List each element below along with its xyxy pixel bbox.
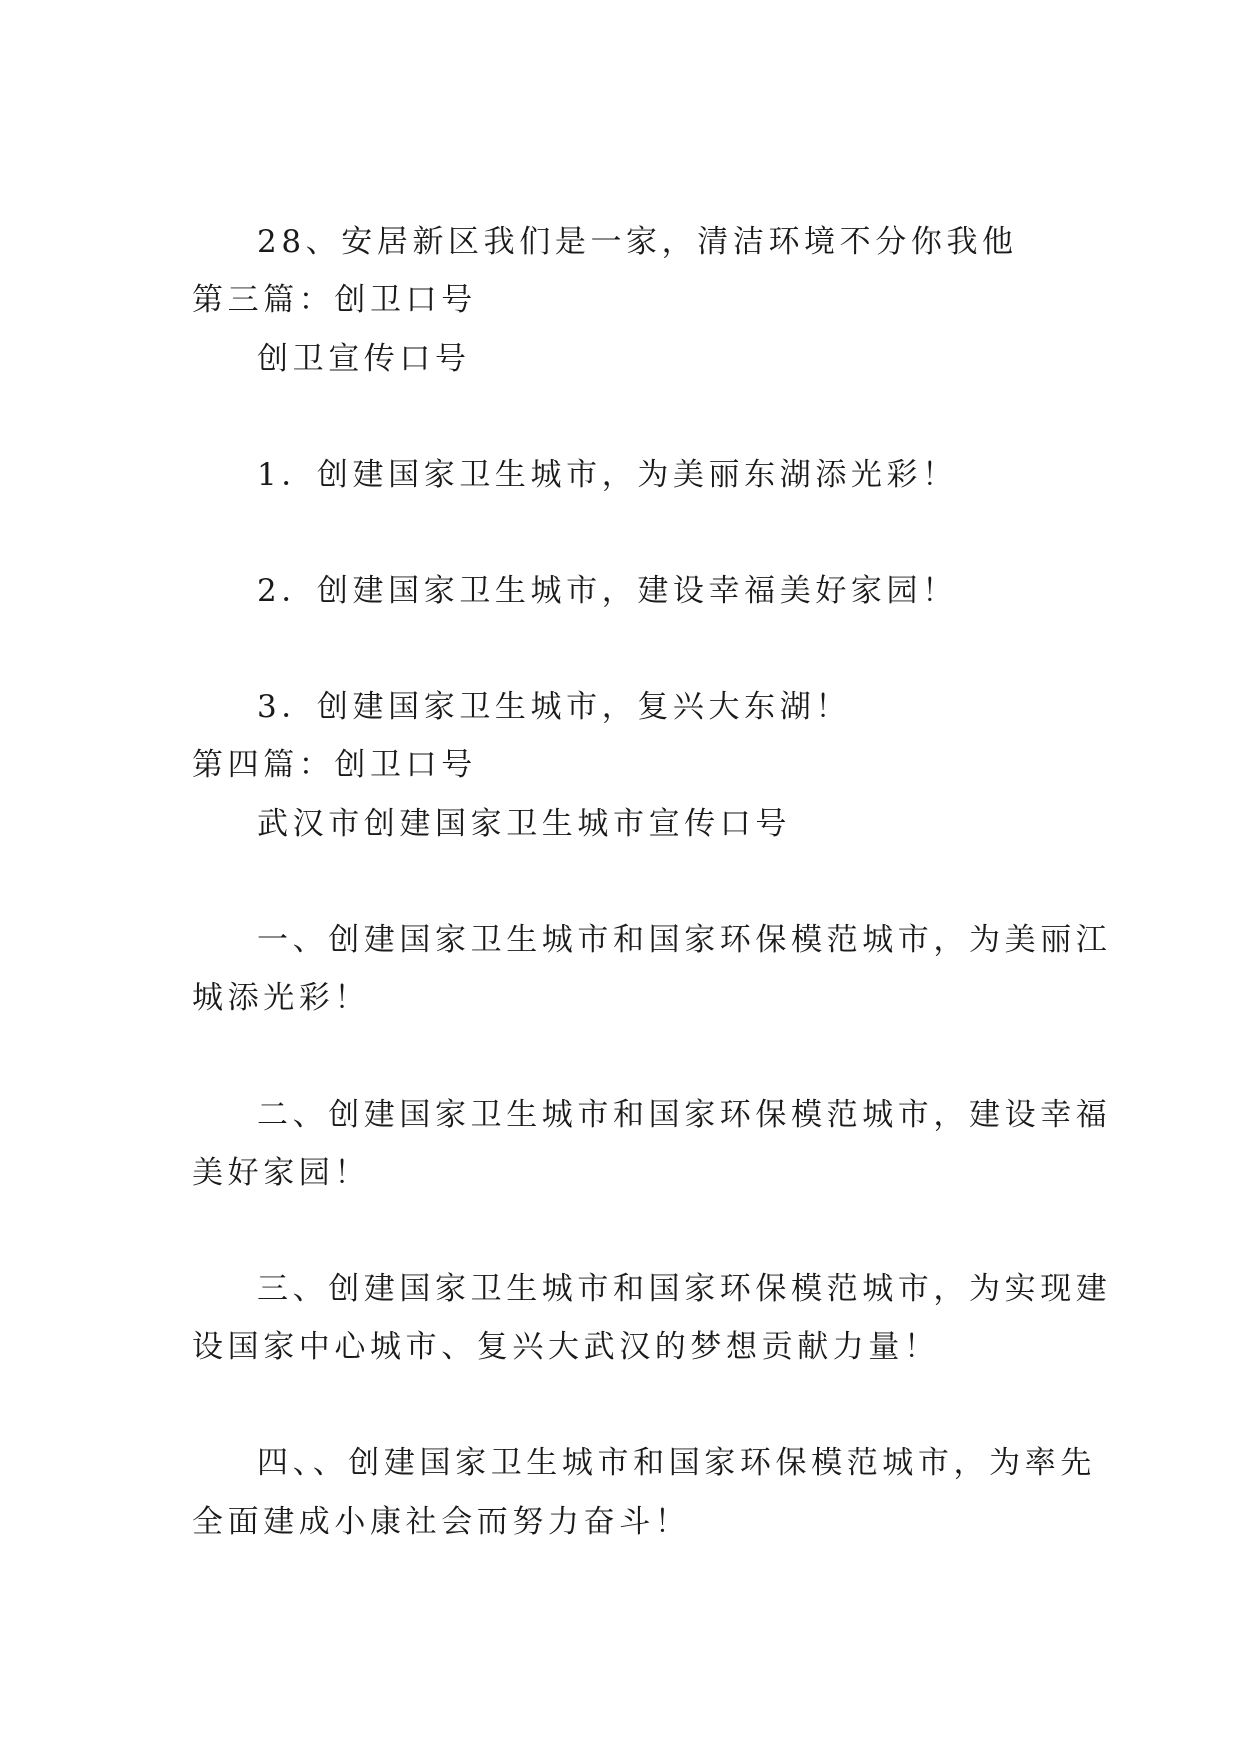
- section-heading-4: 第四篇：创卫口号: [192, 747, 477, 783]
- section-subtitle-3: 创卫宣传口号: [257, 341, 471, 377]
- slogan-line-continued: 设国家中心城市、复兴大武汉的梦想贡献力量！: [192, 1329, 940, 1365]
- slogan-line-continued: 全面建成小康社会而努力奋斗！: [192, 1504, 691, 1540]
- section-subtitle-4: 武汉市创建国家卫生城市宣传口号: [257, 806, 791, 842]
- section-heading-3: 第三篇：创卫口号: [192, 282, 477, 318]
- slogan-line-continued: 美好家园！: [192, 1155, 370, 1191]
- slogan-line: 一、创建国家卫生城市和国家环保模范城市，为美丽江: [257, 922, 1112, 958]
- slogan-line: 三、创建国家卫生城市和国家环保模范城市，为实现建: [257, 1271, 1112, 1307]
- slogan-item: 3．创建国家卫生城市，复兴大东湖！: [257, 689, 851, 725]
- slogan-line-continued: 城添光彩！: [192, 980, 370, 1016]
- slogan-line: 二、创建国家卫生城市和国家环保模范城市，建设幸福: [257, 1097, 1112, 1133]
- slogan-item: 1．创建国家卫生城市，为美丽东湖添光彩！: [257, 457, 958, 493]
- slogan-line: 四、、创建国家卫生城市和国家环保模范城市，为率先: [257, 1445, 1096, 1481]
- slogan-item-28: 28、安居新区我们是一家，清洁环境不分你我他: [257, 224, 1018, 260]
- slogan-item: 2．创建国家卫生城市，建设幸福美好家园！: [257, 573, 958, 609]
